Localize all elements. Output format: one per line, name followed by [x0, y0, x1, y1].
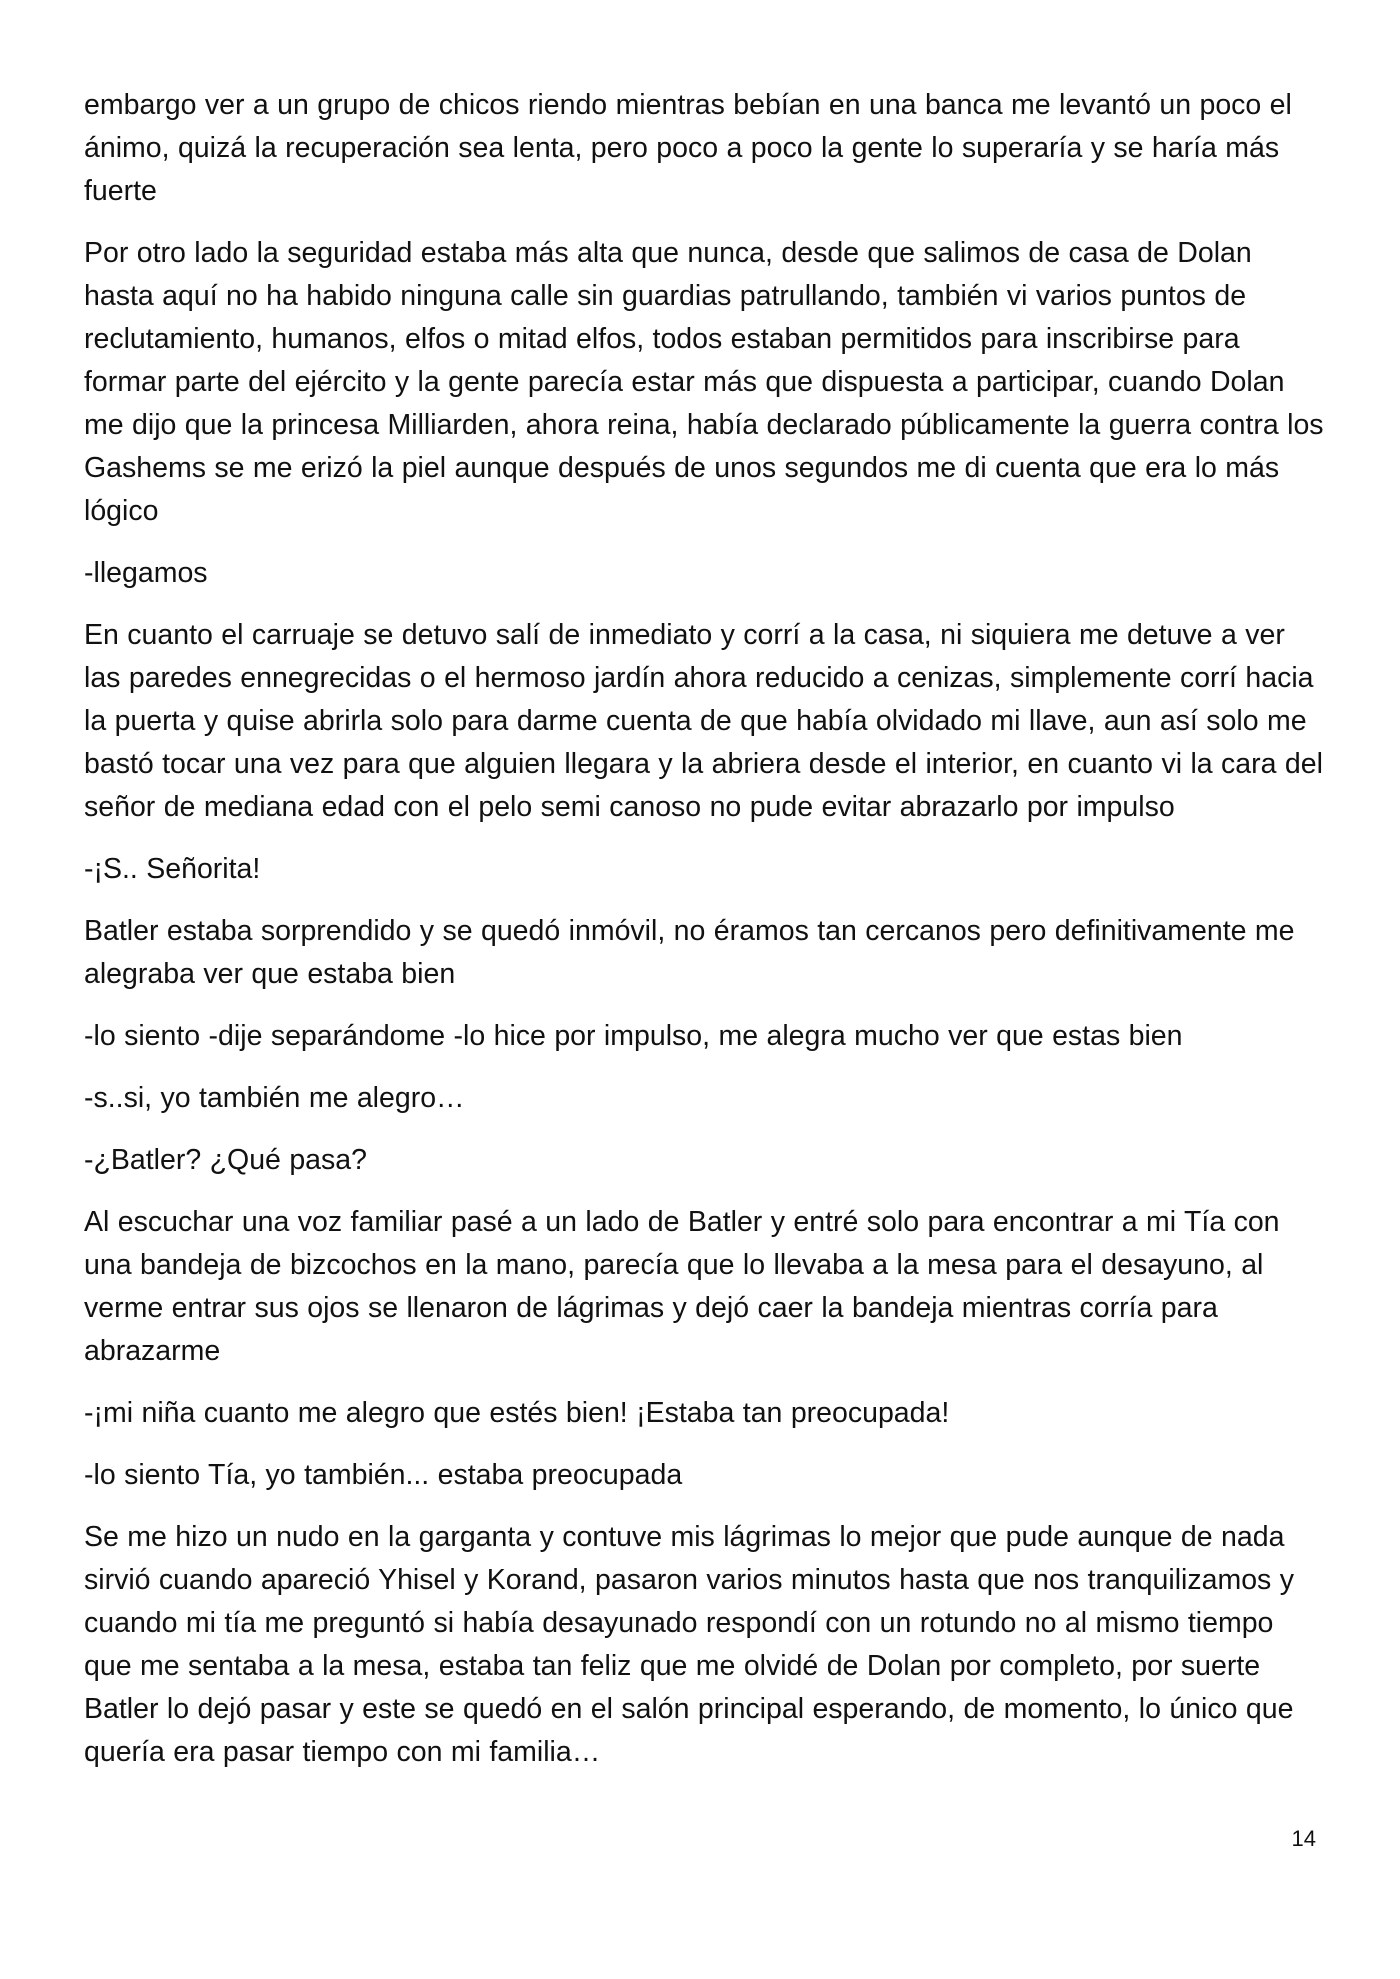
paragraph: embargo ver a un grupo de chicos riendo mientras bebían en una banca me levantó un poco el ánimo, quizá la recuperación sea lenta, pero poco a poco la gente lo superaría y se haría más fuerte [84, 89, 1292, 207]
paragraph: -¿Batler? ¿Qué pasa? [84, 1144, 367, 1176]
paragraph: En cuanto el carruaje se detuvo salí de inmediato y corrí a la casa, ni siquiera me detuve a ver las paredes ennegrecidas o el hermoso jardín ahora reducido a cenizas, simplemente corrí hacia la puerta y quise abrirla solo para darme cuenta de que había olvidado mi llave, aun así solo me bastó tocar una vez para que alguien llegara y la abriera desde el interior, en cuanto vi la cara del señor de mediana edad con el pelo semi canoso no pude evitar abrazarlo por impulso [84, 619, 1323, 823]
paragraph: -llegamos [84, 557, 208, 589]
paragraph: Se me hizo un nudo en la garganta y contuve mis lágrimas lo mejor que pude aunque de nada sirvió cuando apareció Yhisel y Korand, pasaron varios minutos hasta que nos tranquilizamos y cuando mi tía me preguntó si había desayunado respondí con un rotundo no al mismo tiempo que me sentaba a la mesa, estaba tan feliz que me olvidé de Dolan por completo, por suerte Batler lo dejó pasar y este se quedó en el salón principal esperando, de momento, lo único que quería era pasar tiempo con mi familia… [84, 1521, 1294, 1768]
paragraph: Por otro lado la seguridad estaba más alta que nunca, desde que salimos de casa de Dolan hasta aquí no ha habido ninguna calle sin guardias patrullando, también vi varios puntos de reclutamiento, humanos, elfos o mitad elfos, todos estaban permitidos para inscribirse para formar parte del ejército y la gente parecía estar más que dispuesta a participar, cuando Dolan me dijo que la princesa Milliarden, ahora reina, había declarado públicamente la guerra contra los Gashems se me erizó la piel aunque después de unos segundos me di cuenta que era lo más lógico [84, 237, 1324, 527]
paragraph: -lo siento Tía, yo también... estaba preocupada [84, 1459, 683, 1491]
page-number: 14 [1291, 1826, 1316, 1851]
paragraph: -lo siento -dije separándome -lo hice por impulso, me alegra mucho ver que estas bien [84, 1020, 1183, 1052]
page-body [84, 84, 1324, 1793]
paragraph: Batler estaba sorprendido y se quedó inmóvil, no éramos tan cercanos pero definitivamente me alegraba ver que estaba bien [84, 915, 1295, 990]
paragraph: -¡mi niña cuanto me alegro que estés bien! ¡Estaba tan preocupada! [84, 1397, 950, 1429]
paragraph: Al escuchar una voz familiar pasé a un lado de Batler y entré solo para encontrar a mi Tía con una bandeja de bizcochos en la mano, parecía que lo llevaba a la mesa para el desayuno, al verme entrar sus ojos se llenaron de lágrimas y dejó caer la bandeja mientras corría para abrazarme [84, 1206, 1280, 1367]
paragraph: -s..si, yo también me alegro… [84, 1082, 465, 1114]
paragraph: -¡S.. Señorita! [84, 853, 261, 885]
